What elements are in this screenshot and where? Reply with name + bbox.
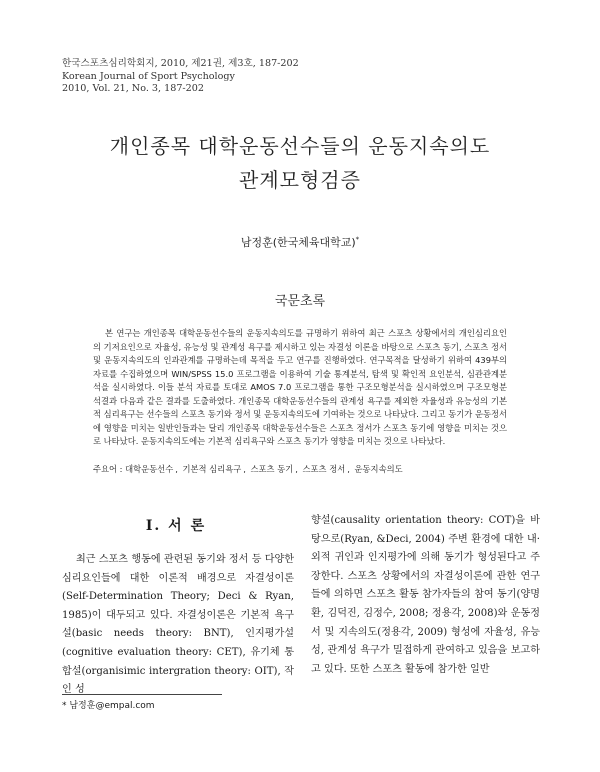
author-name: 남정훈(한국체육대학교) bbox=[240, 236, 356, 249]
keywords-label: 주요어 : bbox=[93, 464, 123, 474]
footnote: * 남정훈@empal.com bbox=[62, 701, 155, 711]
author-footnote-mark: * bbox=[355, 235, 360, 244]
keywords: 주요어 : 대학운동선수 , 기본적 심리욕구 , 스포츠 동기 , 스포츠 정서 , 운동지속의도 bbox=[93, 464, 403, 474]
keyword: 기본적 심리욕구 bbox=[182, 464, 242, 474]
abstract-heading: 국문초록 bbox=[274, 294, 326, 309]
paper-title-line1: 개인종목 대학운동선수들의 운동지속의도 bbox=[109, 134, 491, 158]
body-text-right-column: 향설(causality orientation theory: COT)을 바탕으로(Ryan, &Deci, 2004) 주변 환경에 대한 내·외적 귀인과 인지평가에 의해 동기가 형성된다고 주장한다. 스포츠 상황에서의 자결성이론에 관한 연구들에 의하면 스포츠 활동 참가자들의 참여 동기(양명환, 김덕진, 김정수, 2008; 정용각, 2008)와 운동정서 및 지속의도(정용각, 2009) 형성에 자율성, 유능성, 관계성 욕구가 밀접하게 관여하고 있음을 보고하고 있다. 또한 스포츠 활동에 참가한 일반 bbox=[311, 515, 540, 675]
body-text-left-column: 최근 스포츠 행동에 관련된 동기와 정서 등 다양한 심리요인들에 대한 이론적 배경으로 자결성이론(Self-Determination Theory; Deci & Ryan, 1985)이 대두되고 있다. 자결성이론은 기본적 욕구설(basic needs theory: BNT), 인지평가설(cognitive evaluation theory: CET), 유기체 통합설(organisimic intergration theory: OIT), 작인 성 bbox=[62, 554, 294, 696]
journal-citation-korean: 한국스포츠심리학회지, 2010, 제21권, 제3호, 187-202 bbox=[62, 58, 299, 69]
keyword: 운동지속의도 bbox=[354, 464, 403, 474]
journal-name-english: Korean Journal of Sport Psychology bbox=[62, 70, 235, 82]
journal-citation-english: 2010, Vol. 21, No. 3, 187-202 bbox=[62, 83, 204, 94]
paper-title-line2: 관계모형검증 bbox=[239, 168, 361, 192]
keyword: 스포츠 정서 bbox=[302, 464, 346, 474]
keyword: 대학운동선수 bbox=[125, 464, 174, 474]
abstract-body: 본 연구는 개인종목 대학운동선수들의 운동지속의도를 규명하기 위하여 최근 스포츠 상황에서의 개인심리요인의 기저요인으로 자율성, 유능성 및 관계성 욕구를 제시하고 있는 자결성 이론을 바탕으로 스포츠 동기, 스포츠 정서 및 운동지속의도의 인과관계를 규명하는데 목적을 두고 연구를 진행하였다. 연구목적을 달성하기 위하여 439부의 자료를 수집하였으며 WIN/SPSS 15.0 프로그램을 이용하여 기술 통계분석, 탐색 및 확인적 요인분석, 심관관계분석을 실시하였다. 이들 분석 자료를 토대로 AMOS 7.0 프로그램을 통한 구조모형분석을 실시하였으며 구조모형분석결과 다음과 같은 결과를 도출하였다. 개인종목 대학운동선수들의 관계성 욕구를 제외한 자율성과 유능성의 기본적 심리욕구는 선수들의 스포츠 동기와 정서 및 운동지속의도에 기여하는 것으로 나타났다. 그리고 동기가 운동정서에 영향을 미치는 일반인들과는 달리 개인종목 대학운동선수들은 스포츠 정서가 스포츠 동기에 영향을 미치는 것으로 나타났다. 운동지속의도에는 기본적 심리욕구와 스포츠 동기가 영향을 미치는 것으로 나타났다. bbox=[93, 328, 507, 446]
section-title: I. 서 론 bbox=[145, 518, 207, 534]
footnote-divider bbox=[62, 694, 222, 695]
journal-info bbox=[62, 58, 299, 96]
keyword: 스포츠 동기 bbox=[250, 464, 294, 474]
author bbox=[0, 234, 600, 250]
